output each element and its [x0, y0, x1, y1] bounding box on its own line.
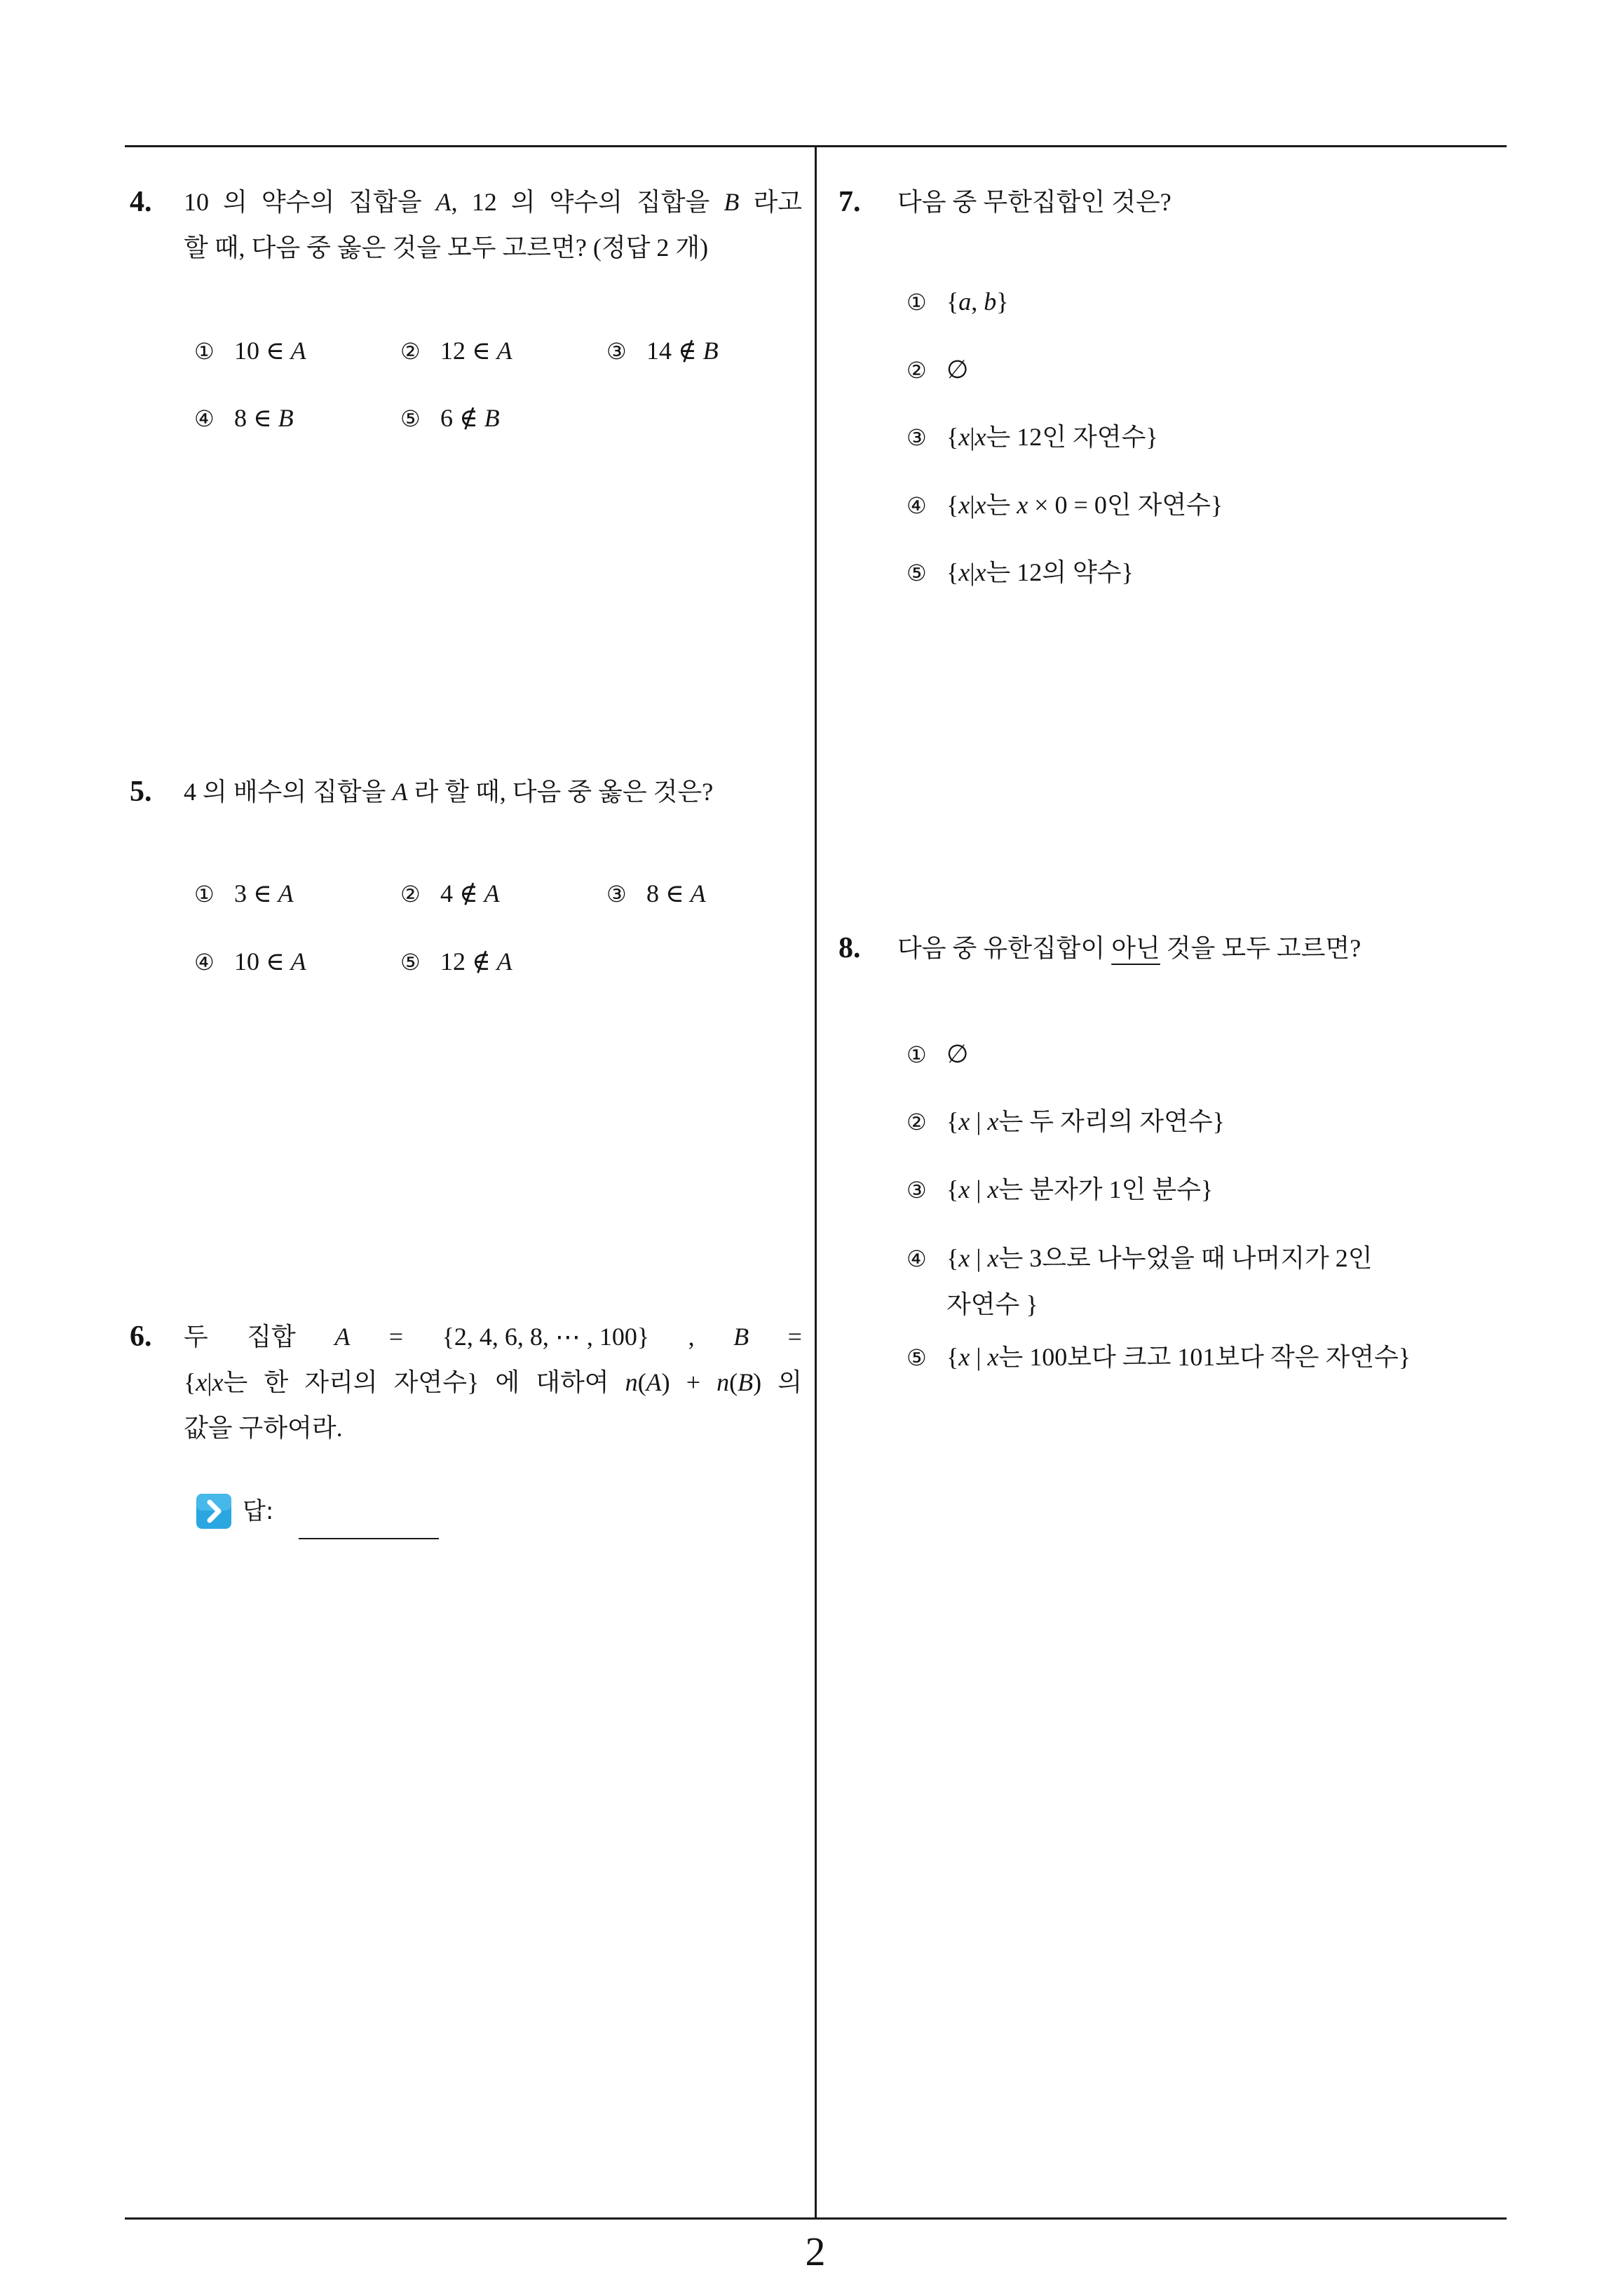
- math-variable: x: [987, 1244, 999, 1272]
- math-variable: A: [484, 879, 500, 907]
- option-text: |: [970, 423, 975, 451]
- option-text: 는 3으로 나누었을 때 나머지가 2인: [998, 1244, 1373, 1272]
- question-8-option-4: [906, 1236, 1373, 1328]
- question-7-option-2: [906, 347, 968, 393]
- question-8-option-5: [906, 1335, 1411, 1381]
- bottom-rule: [125, 2217, 1507, 2220]
- option-number: ①: [906, 1041, 927, 1068]
- math-variable: x: [987, 1107, 999, 1135]
- question-5-option-1: [194, 871, 294, 917]
- option-expression: 10 ∈: [234, 947, 291, 975]
- math-variable: b: [984, 288, 997, 316]
- math-variable: x: [975, 558, 986, 586]
- question-4-option-1: [194, 328, 306, 374]
- option-line-1: [906, 1236, 1373, 1282]
- math-variable: n: [717, 1368, 730, 1396]
- option-number: ⑤: [906, 1344, 927, 1371]
- option-number: ④: [906, 492, 927, 519]
- question-4-number: 4.: [130, 186, 152, 218]
- math-variable: x: [958, 491, 970, 519]
- option-text: }: [996, 288, 1009, 316]
- option-number: ④: [906, 1245, 927, 1272]
- option-text: {: [946, 491, 959, 519]
- option-text: 는 100보다 크고 101보다 작은 자연수}: [998, 1343, 1411, 1371]
- question-7-number: 7.: [838, 186, 861, 218]
- math-variable: x: [975, 423, 986, 451]
- stem-text: 10 의 약수의 집합을: [184, 188, 436, 216]
- option-text: {: [946, 423, 959, 451]
- option-text: 는 12인 자연수}: [986, 423, 1158, 451]
- math-variable: A: [392, 778, 408, 806]
- option-number: ③: [606, 338, 627, 365]
- option-number: ④: [194, 405, 215, 432]
- option-text: 는 두 자리의 자연수}: [998, 1107, 1225, 1135]
- math-variable: x: [987, 1175, 999, 1203]
- math-variable: x: [1017, 491, 1028, 519]
- math-variable: B: [733, 1323, 749, 1351]
- option-number: ②: [906, 1109, 927, 1135]
- option-expression: 6 ∉: [440, 404, 484, 432]
- math-variable: x: [958, 558, 970, 586]
- option-number: ②: [400, 881, 421, 907]
- question-5-option-3: [606, 871, 706, 917]
- math-operator: =: [787, 1323, 802, 1351]
- option-expression: 8 ∈: [234, 404, 278, 432]
- option-number: ⑤: [400, 405, 421, 432]
- question-4-option-3: [606, 328, 719, 374]
- math-variable: x: [196, 1368, 208, 1396]
- math-variable: B: [278, 404, 294, 432]
- option-text: |: [970, 558, 975, 586]
- option-number: ①: [906, 289, 927, 316]
- option-text: 는 12의 약수}: [986, 558, 1134, 586]
- math-variable: B: [724, 188, 740, 216]
- underlined-emphasis: 아닌: [1111, 934, 1160, 962]
- math-variable: A: [278, 879, 294, 907]
- option-text: {: [946, 1343, 959, 1371]
- math-operator: =: [388, 1323, 404, 1351]
- math-variable: B: [738, 1368, 754, 1396]
- question-6-stem-line-2: [184, 1360, 802, 1405]
- math-variable: A: [496, 947, 512, 975]
- option-expression: 4 ∉: [440, 879, 484, 907]
- stem-text: 두: [184, 1323, 208, 1351]
- option-text: {: [946, 288, 959, 316]
- question-5-number: 5.: [130, 776, 152, 808]
- option-text: × 0 = 0인 자연수}: [1028, 491, 1223, 519]
- option-number: ③: [906, 424, 927, 451]
- math-variable: a: [958, 288, 972, 316]
- question-5-option-4: [194, 939, 306, 985]
- option-text: ,: [971, 288, 984, 316]
- option-expression: 12 ∉: [440, 947, 497, 975]
- option-text: 는: [986, 491, 1017, 519]
- question-4-option-4: [194, 396, 294, 442]
- option-number: ①: [194, 338, 215, 365]
- stem-text: (: [729, 1368, 738, 1396]
- math-variable: A: [496, 337, 512, 365]
- option-continuation: 자연수 }: [946, 1290, 1038, 1318]
- question-7-option-1: [906, 279, 1009, 325]
- question-8-number: 8.: [838, 932, 861, 964]
- question-4-option-5: [400, 396, 500, 442]
- option-text: {: [946, 1244, 959, 1272]
- math-variable: A: [290, 337, 306, 365]
- stem-text: 는 한 자리의 자연수} 에 대하여: [223, 1368, 625, 1396]
- option-text: |: [970, 1175, 988, 1203]
- option-expression: 3 ∈: [234, 879, 278, 907]
- stem-text: 라 할 때, 다음 중 옳은 것은?: [407, 778, 714, 806]
- stem-text: 4 의 배수의 집합을: [184, 778, 393, 806]
- question-4-stem: [184, 180, 802, 271]
- stem-text: 라고: [739, 188, 802, 216]
- math-variable: A: [646, 1368, 662, 1396]
- question-5-stem-line-1: [184, 769, 802, 815]
- math-variable: B: [702, 337, 719, 365]
- option-expression: 14 ∉: [646, 337, 703, 365]
- option-text: 는 분자가 1인 분수}: [998, 1175, 1214, 1203]
- question-8-option-3: [906, 1167, 1213, 1213]
- option-number: ⑤: [906, 560, 927, 586]
- question-6-stem-line-3: 값을 구하여라.: [184, 1414, 343, 1442]
- answer-label: 답:: [243, 1497, 274, 1525]
- option-text: {: [946, 1175, 959, 1203]
- option-text: {: [946, 1107, 959, 1135]
- math-variable: x: [958, 1107, 970, 1135]
- set-notation: {2, 4, 6, 8, ⋯ , 100}: [442, 1323, 650, 1351]
- option-text: {: [946, 558, 959, 586]
- option-text: |: [970, 491, 975, 519]
- option-expression: 8 ∈: [646, 879, 691, 907]
- question-5-option-5: [400, 939, 512, 985]
- option-expression: 10 ∈: [234, 337, 291, 365]
- question-4-stem-line-1: [184, 180, 802, 225]
- stem-text: ) +: [661, 1368, 717, 1396]
- math-variable: A: [290, 947, 306, 975]
- option-number: ②: [906, 357, 927, 384]
- math-variable: A: [334, 1323, 351, 1351]
- question-8-stem-line-1: [897, 926, 1507, 971]
- math-variable: x: [958, 1343, 970, 1371]
- question-4-stem-line-2: 할 때, 다음 중 옳은 것을 모두 고르면? (정답 2 개): [184, 234, 709, 262]
- empty-set-symbol: ∅: [946, 356, 969, 384]
- math-variable: x: [212, 1368, 224, 1396]
- option-number: ⑤: [400, 949, 421, 975]
- stem-text: , 12 의 약수의 집합을: [451, 188, 724, 216]
- math-variable: A: [690, 879, 706, 907]
- question-8-option-1: [906, 1032, 968, 1078]
- option-number: ③: [906, 1177, 927, 1203]
- option-number: ②: [400, 338, 421, 365]
- question-7-stem: [897, 180, 1507, 225]
- option-number: ①: [194, 881, 215, 907]
- question-7-option-4: [906, 482, 1223, 529]
- math-variable: x: [975, 491, 986, 519]
- question-5-stem: [184, 769, 802, 815]
- chevron-right-icon: [196, 1493, 232, 1529]
- question-6-stem: [184, 1314, 802, 1451]
- stem-text: ,: [688, 1323, 695, 1351]
- option-text: |: [970, 1244, 988, 1272]
- stem-text: |: [207, 1368, 212, 1396]
- option-number: ④: [194, 949, 215, 975]
- question-7-option-3: [906, 414, 1158, 461]
- question-8-option-2: [906, 1099, 1225, 1145]
- question-6-stem-line-1: [184, 1314, 802, 1360]
- stem-text: (: [637, 1368, 646, 1396]
- question-4-option-2: [400, 328, 512, 374]
- answer-blank[interactable]: [299, 1538, 439, 1539]
- stem-text: 집합: [247, 1323, 296, 1351]
- stem-text: ) 의: [753, 1368, 803, 1396]
- question-6-number: 6.: [130, 1321, 152, 1353]
- math-variable: x: [958, 1244, 970, 1272]
- option-expression: 12 ∈: [440, 337, 497, 365]
- option-number: ③: [606, 881, 627, 907]
- option-text: |: [970, 1107, 988, 1135]
- stem-text: {: [184, 1368, 196, 1396]
- math-variable: x: [987, 1343, 999, 1371]
- question-7-stem-line-1: 다음 중 무한집합인 것은?: [897, 188, 1172, 216]
- question-8-stem: [897, 926, 1507, 971]
- math-variable: A: [435, 188, 451, 216]
- empty-set-symbol: ∅: [946, 1040, 969, 1068]
- question-7-option-5: [906, 550, 1134, 596]
- math-variable: B: [484, 404, 500, 432]
- math-variable: x: [958, 1175, 970, 1203]
- stem-text: 것을 모두 고르면?: [1160, 934, 1361, 962]
- math-variable: n: [625, 1368, 638, 1396]
- column-divider: [815, 146, 817, 2219]
- option-text: |: [970, 1343, 988, 1371]
- question-5-option-2: [400, 871, 500, 917]
- stem-text: 다음 중 유한집합이: [897, 934, 1112, 962]
- page-number: 2: [805, 2229, 826, 2274]
- math-variable: x: [958, 423, 970, 451]
